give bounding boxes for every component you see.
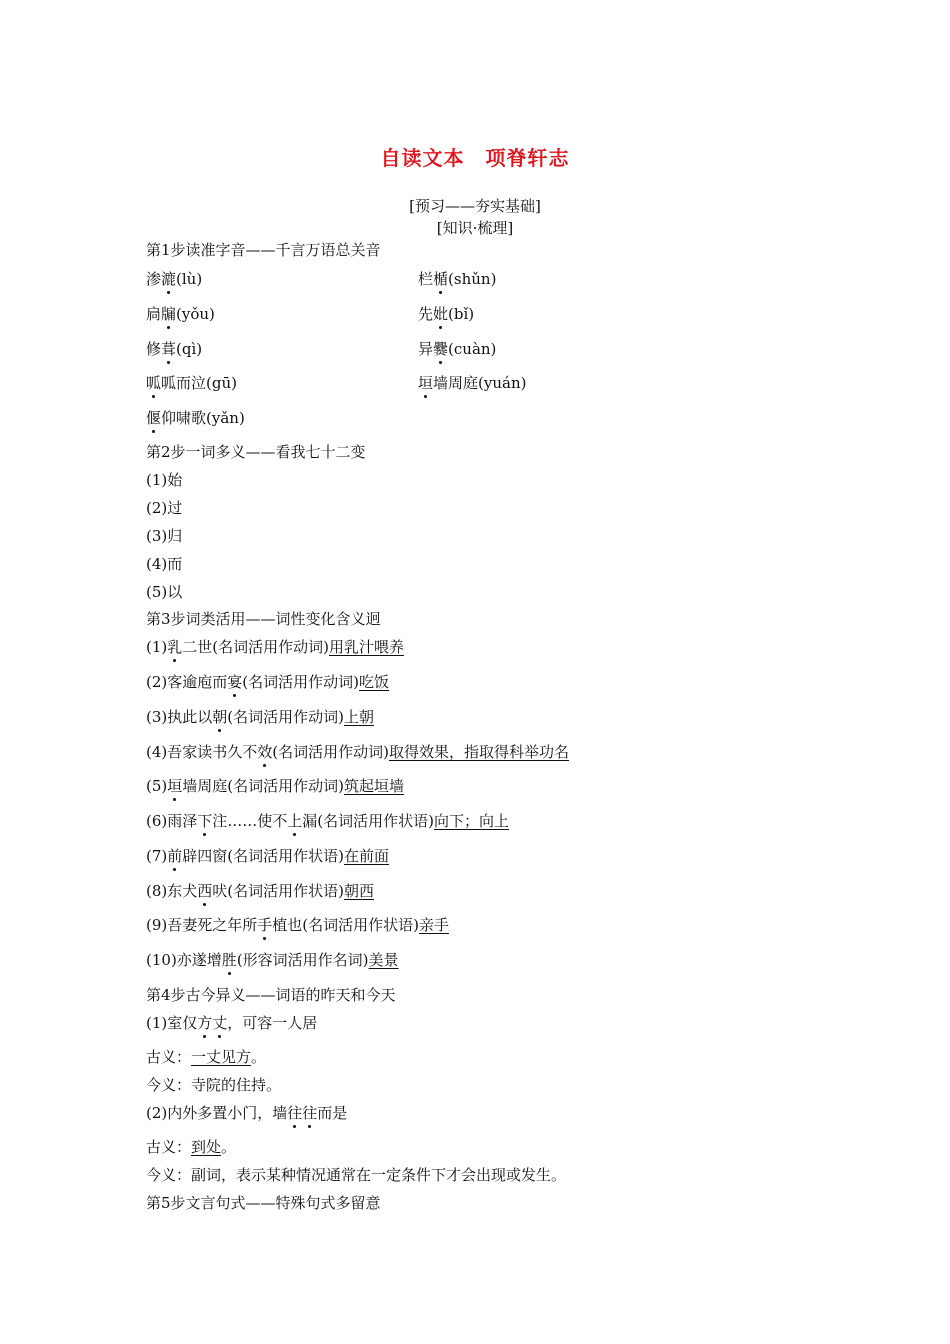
word-class-item: (9)吾妻死之年所手植也(名词活用作状语)亲手 xyxy=(146,916,449,934)
step1-heading: 第1步读准字音——千言万语总关音 xyxy=(146,241,381,259)
ancient-modern-item: (2)内外多置小门，墙往往而是 xyxy=(146,1104,348,1122)
word-class-item: (8)东犬西吠(名词活用作状语)朝西 xyxy=(146,882,374,900)
pronunciation-item: 栏楯(shǔn) xyxy=(418,270,497,288)
ancient-modern-item: (1)室仅方丈，可容一人居 xyxy=(146,1014,318,1032)
page-title: 自读文本 项脊轩志 xyxy=(380,146,570,170)
sub-heading: [知识·梳理] xyxy=(436,219,514,237)
word-class-item: (7)前辟四窗(名词活用作状语)在前面 xyxy=(146,847,389,865)
pronunciation-item: 呱呱而泣(gū) xyxy=(146,374,237,392)
answer-text: 到处 xyxy=(191,1138,222,1156)
pronunciation-item: 异爨(cuàn) xyxy=(418,340,497,358)
word-class-item: (1)乳二世(名词活用作动词)用乳汁喂养 xyxy=(146,638,404,656)
step2-heading: 第2步一词多义——看我七十二变 xyxy=(146,443,366,461)
answer-text: 美景 xyxy=(368,951,399,969)
polysemy-item: (5)以 xyxy=(146,583,183,601)
word-class-item: (4)吾家读书久不效(名词活用作动词)取得效果，指取得科举功名 xyxy=(146,743,569,761)
answer-text: 一丈见方 xyxy=(191,1048,252,1066)
step3-heading: 第3步词类活用——词性变化含义迥 xyxy=(146,610,381,628)
step5-heading: 第5步文言句式——特殊句式多留意 xyxy=(146,1194,381,1212)
polysemy-item: (4)而 xyxy=(146,555,183,573)
step4-heading: 第4步古今异义——词语的昨天和今天 xyxy=(146,986,396,1004)
modern-meaning: 今义：副词，表示某种情况通常在一定条件下才会出现或发生。 xyxy=(146,1166,567,1184)
pronunciation-item: 修葺(qì) xyxy=(146,340,203,358)
pronunciation-item: 先妣(bǐ) xyxy=(418,305,475,323)
polysemy-item: (3)归 xyxy=(146,527,183,545)
answer-text: 筑起垣墙 xyxy=(343,777,404,795)
answer-text: 用乳汁喂养 xyxy=(328,638,404,656)
word-class-item: (10)亦遂增胜(形容词活用作名词)美景 xyxy=(146,951,399,969)
word-class-item: (3)执此以朝(名词活用作动词)上朝 xyxy=(146,708,374,726)
word-class-item: (2)客逾庖而宴(名词活用作动词)吃饭 xyxy=(146,673,389,691)
word-class-item: (5)垣墙周庭(名词活用作动词)筑起垣墙 xyxy=(146,777,404,795)
modern-meaning: 今义：寺院的住持。 xyxy=(146,1076,282,1094)
pronunciation-item: 渗漉(lù) xyxy=(146,270,203,288)
word-class-item: (6)雨泽下注……使不上漏(名词活用作状语)向下；向上 xyxy=(146,812,510,830)
ancient-meaning: 古义：一丈见方。 xyxy=(146,1048,267,1066)
pronunciation-item: 垣墙周庭(yuán) xyxy=(418,374,527,392)
answer-text: 上朝 xyxy=(343,708,374,726)
pronunciation-item: 偃仰啸歌(yǎn) xyxy=(146,409,245,427)
polysemy-item: (1)始 xyxy=(146,471,183,489)
answer-text: 取得效果，指取得科举功名 xyxy=(388,743,569,761)
answer-text: 在前面 xyxy=(343,847,389,865)
answer-text: 亲手 xyxy=(418,916,449,934)
answer-text: 吃饭 xyxy=(358,673,389,691)
pronunciation-item: 扃牖(yǒu) xyxy=(146,305,215,323)
answer-text: 向下；向上 xyxy=(434,812,510,830)
ancient-meaning: 古义：到处。 xyxy=(146,1138,237,1156)
section-heading: [预习——夯实基础] xyxy=(409,197,541,215)
answer-text: 朝西 xyxy=(343,882,374,900)
polysemy-item: (2)过 xyxy=(146,499,183,517)
